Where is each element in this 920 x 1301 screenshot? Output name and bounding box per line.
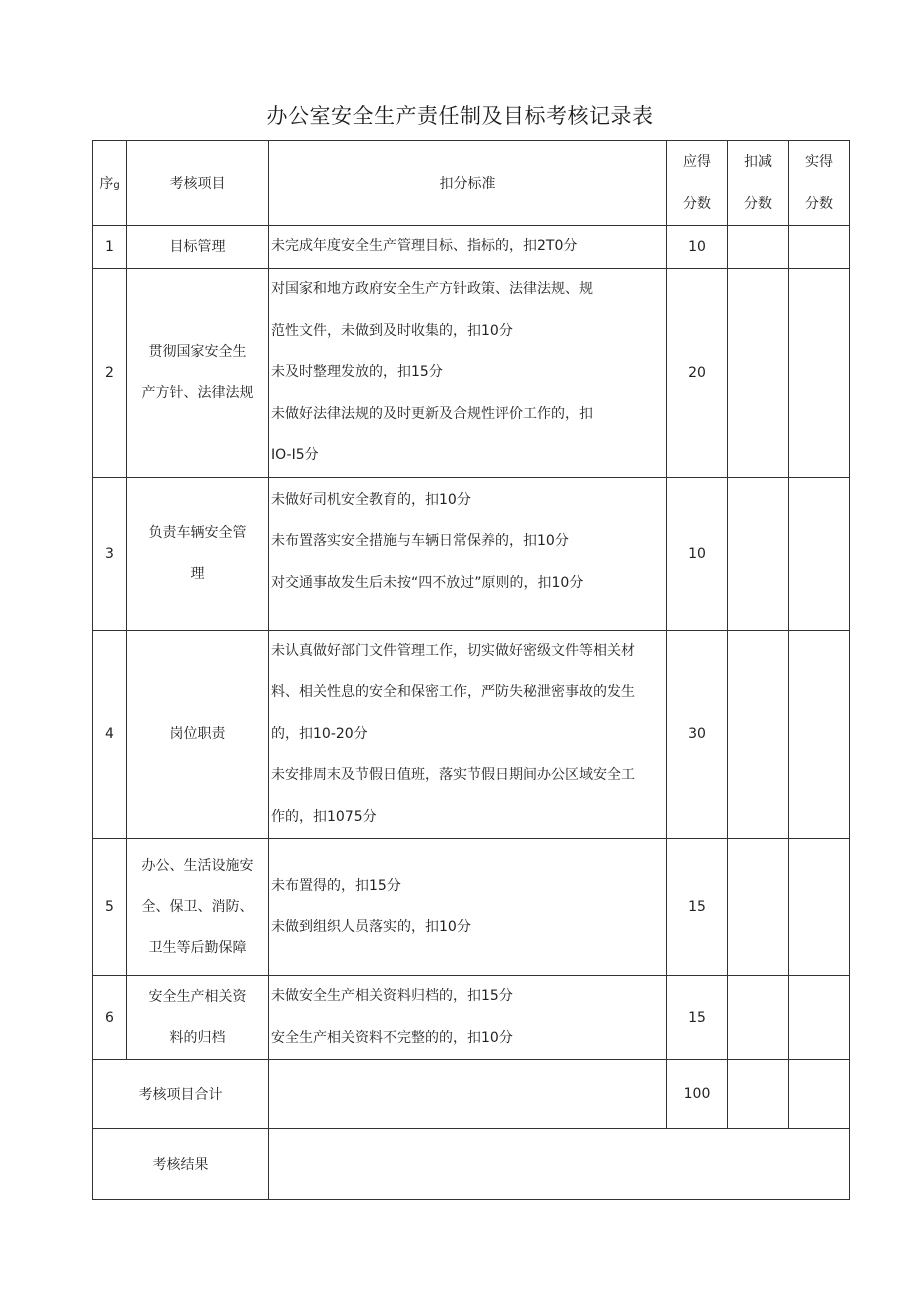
header-due-score: 应得 分数: [667, 141, 728, 226]
row-seq: 4: [93, 630, 127, 839]
total-standard: [269, 1060, 667, 1129]
row-seq: 6: [93, 976, 127, 1060]
header-actual-score: 实得 分数: [789, 141, 850, 226]
result-row: [93, 1129, 850, 1200]
row-standard: 未完成年度安全生产管理目标、指标的，扣2T0分: [269, 226, 667, 269]
table-row: [93, 976, 850, 1060]
row-due-score: 15: [667, 976, 728, 1060]
row-deducted-score[interactable]: [728, 976, 789, 1060]
row-deducted-score[interactable]: [728, 477, 789, 630]
row-item: 目标管理: [127, 226, 269, 269]
row-seq: 1: [93, 226, 127, 269]
row-actual-score[interactable]: [789, 630, 850, 839]
result-label: 考核结果: [93, 1129, 269, 1200]
row-seq: 2: [93, 269, 127, 478]
document-title: 办公室安全生产责任制及目标考核记录表: [266, 104, 654, 128]
total-label: 考核项目合计: [93, 1060, 269, 1129]
row-item: 安全生产相关资 料的归档: [127, 976, 269, 1060]
row-deducted-score[interactable]: [728, 269, 789, 478]
table-row: [93, 477, 850, 630]
row-standard: 未做好司机安全教育的，扣10分 未布置落实安全措施与车辆日常保养的，扣10分 对交通事故发生后未按“四不放过”原则的，扣10分: [269, 477, 667, 630]
row-deducted-score[interactable]: [728, 630, 789, 839]
table-row: [93, 630, 850, 839]
total-row: [93, 1060, 850, 1129]
row-due-score: 10: [667, 226, 728, 269]
row-due-score: 30: [667, 630, 728, 839]
row-standard: 未布置得的，扣15分 未做到组织人员落实的，扣10分: [269, 839, 667, 976]
total-deducted-score[interactable]: [728, 1060, 789, 1129]
header-item: 考核项目: [127, 141, 269, 226]
row-item: 办公、生活设施安 全、保卫、消防、 卫生等后勤保障: [127, 839, 269, 976]
row-seq: 5: [93, 839, 127, 976]
row-standard: 未做安全生产相关资料归档的，扣15分 安全生产相关资料不完整的的，扣10分: [269, 976, 667, 1060]
row-actual-score[interactable]: [789, 976, 850, 1060]
row-actual-score[interactable]: [789, 477, 850, 630]
row-item: 贯彻国家安全生 产方针、法律法规: [127, 269, 269, 478]
row-actual-score[interactable]: [789, 839, 850, 976]
row-seq: 3: [93, 477, 127, 630]
header-deducted-score: 扣减 分数: [728, 141, 789, 226]
row-due-score: 15: [667, 839, 728, 976]
total-actual-score[interactable]: [789, 1060, 850, 1129]
assessment-table: [92, 140, 850, 1200]
table-row: [93, 226, 850, 269]
row-item: 负责车辆安全管 理: [127, 477, 269, 630]
row-due-score: 10: [667, 477, 728, 630]
row-standard: 未认真做好部门文件管理工作，切实做好密级文件等相关材 料、相关性息的安全和保密工作，严防失秘泄密事故的发生 的，扣10-20分 未安排周末及节假日值班，落实节假日期间办公区域安全工 作的，扣1075分: [269, 630, 667, 839]
header-seq: 序g: [93, 141, 127, 226]
row-standard: 对国家和地方政府安全生产方针政策、法律法规、规 范性文件，未做到及时收集的，扣10分 未及时整理发放的，扣15分 未做好法律法规的及时更新及合规性评价工作的，扣 IO-I5分: [269, 269, 667, 478]
table-row: [93, 839, 850, 976]
row-deducted-score[interactable]: [728, 226, 789, 269]
result-value[interactable]: [269, 1129, 850, 1200]
row-actual-score[interactable]: [789, 226, 850, 269]
table-row: [93, 269, 850, 478]
header-standard: 扣分标准: [269, 141, 667, 226]
row-item: 岗位职责: [127, 630, 269, 839]
row-actual-score[interactable]: [789, 269, 850, 478]
row-deducted-score[interactable]: [728, 839, 789, 976]
total-due-score: 100: [667, 1060, 728, 1129]
row-due-score: 20: [667, 269, 728, 478]
header-row: [93, 141, 850, 226]
